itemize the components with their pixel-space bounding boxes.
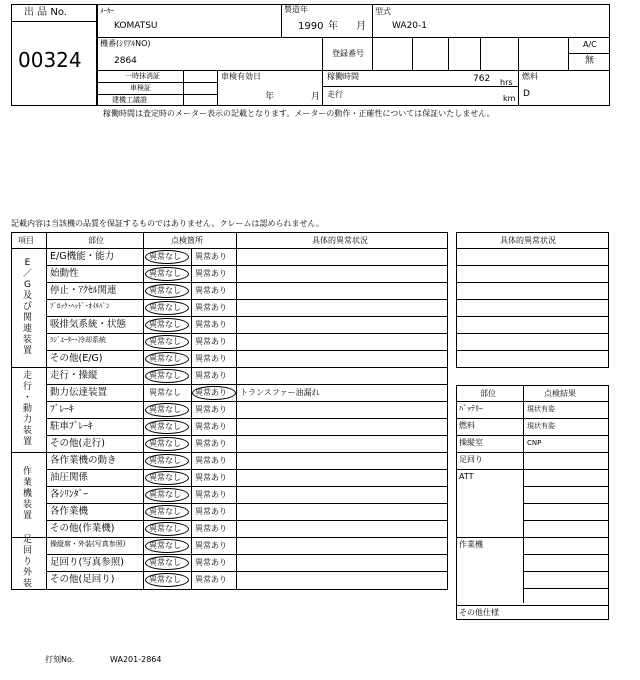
result-value: 現状有姿 (527, 405, 555, 413)
part-label: E/G機能・能力 (50, 251, 115, 262)
option-normal[interactable]: 異常なし (149, 371, 181, 380)
selection-circle (145, 539, 189, 553)
stamp-value: WA201-2864 (110, 655, 162, 664)
option-abnormal[interactable]: 異常あり (195, 439, 227, 448)
option-abnormal[interactable]: 異常あり (195, 541, 227, 550)
hours-label: 稼働時間 (327, 72, 359, 81)
result-value: 現状有姿 (527, 422, 555, 430)
group-label: 足 回 り 外 装 (22, 535, 32, 589)
cert-row-1: 一時抹消証 (125, 72, 160, 80)
result-part: 作業機 (459, 540, 483, 549)
maker-value: KOMATSU (114, 21, 158, 31)
option-abnormal[interactable]: 異常あり (195, 354, 227, 363)
part-label: その他(足回り) (50, 574, 115, 585)
option-abnormal[interactable]: 異常あり (195, 371, 227, 380)
option-normal[interactable]: 異常なし (149, 575, 181, 584)
option-abnormal[interactable]: 異常あり (195, 303, 227, 312)
part-label: 始動性 (50, 268, 79, 279)
selection-circle (145, 335, 189, 349)
selection-circle (145, 250, 189, 264)
result-part: 足回り (459, 455, 483, 464)
selection-circle (145, 471, 189, 485)
year-unit: 年 (328, 21, 338, 32)
hours-unit: hrs (500, 78, 513, 87)
selection-circle (145, 420, 189, 434)
selection-circle (145, 505, 189, 519)
lot-label: 出 品 No. (24, 7, 67, 18)
result-value: CNP (527, 439, 542, 447)
option-normal[interactable]: 異常なし (149, 388, 181, 397)
result-part: ﾊﾞｯﾃﾘｰ (459, 404, 483, 413)
right-detail-header: 具体的異常状況 (500, 236, 556, 245)
maker-label: ﾒｰｶｰ (100, 7, 114, 15)
part-label: 駐車ﾌﾞﾚｰｷ (50, 421, 93, 432)
selection-circle (145, 301, 189, 315)
selection-circle (192, 386, 236, 400)
option-normal[interactable]: 異常なし (149, 456, 181, 465)
selection-circle (145, 403, 189, 417)
option-normal[interactable]: 異常なし (149, 541, 181, 550)
part-label: その他(作業機) (50, 523, 115, 534)
col-header-part: 部位 (88, 236, 104, 245)
part-label: 油圧関係 (50, 472, 89, 483)
disclaimer: 記載内容は当該機の品質を保証するものではありません。クレームは認められません。 (11, 219, 324, 228)
option-abnormal[interactable]: 異常あり (195, 405, 227, 414)
serial-label: 機番(ｼﾘｱﾙNO) (100, 39, 151, 48)
inspect-month-unit: 月 (311, 92, 321, 102)
selection-circle (145, 522, 189, 536)
part-label: ﾗｼﾞｴｰﾀｰ･冷却系統 (50, 336, 106, 344)
lot-number: 00324 (18, 48, 82, 72)
selection-circle (145, 369, 189, 383)
group-label: 作 業 機 装 置 (22, 467, 32, 521)
reg-label: 登録番号 (332, 49, 364, 58)
part-label: 各作業機の動き (50, 455, 117, 466)
part-label: 各作業機 (50, 506, 89, 517)
option-abnormal[interactable]: 異常あり (195, 337, 227, 346)
option-normal[interactable]: 異常なし (149, 558, 181, 567)
option-normal[interactable]: 異常なし (149, 252, 181, 261)
group-label: 走 行 ・ 動 力 装 置 (22, 371, 32, 447)
part-label: 停止・ｱｸｾﾙ関連 (50, 285, 117, 296)
part-label: 足回り(写真参照) (50, 557, 124, 568)
option-abnormal[interactable]: 異常あり (195, 286, 227, 295)
option-normal[interactable]: 異常なし (149, 422, 181, 431)
option-abnormal[interactable]: 異常あり (195, 507, 227, 516)
option-normal[interactable]: 異常なし (149, 354, 181, 363)
ac-label: A/C (583, 40, 597, 49)
col-header-item: 項目 (18, 236, 34, 245)
month-unit: 月 (356, 21, 366, 32)
selection-circle (145, 573, 189, 587)
cert-row-2: 車検証 (130, 84, 151, 92)
cert-row-3: 建機工議證 (112, 96, 147, 104)
inspect-year-unit: 年 (265, 92, 275, 102)
group-label: E ／ G 及 び 関 連 装 置 (22, 258, 32, 356)
result-part: 操縦室 (459, 438, 483, 447)
right-detail-frame (456, 232, 609, 368)
option-abnormal[interactable]: 異常あり (195, 269, 227, 278)
selection-circle (145, 488, 189, 502)
option-normal[interactable]: 異常なし (149, 473, 181, 482)
option-abnormal[interactable]: 異常あり (195, 524, 227, 533)
part-label: その他(走行) (50, 438, 105, 449)
selection-circle (145, 556, 189, 570)
inspect-label: 車検有効日 (221, 72, 261, 81)
col-header-detail: 具体的異常状況 (312, 236, 368, 245)
stamp-label: 打刻No. (45, 655, 75, 664)
option-normal[interactable]: 異常なし (149, 320, 181, 329)
selection-circle (145, 318, 189, 332)
option-abnormal[interactable]: 異常あり (195, 558, 227, 567)
serial-value: 2864 (114, 56, 137, 66)
part-label: 吸排気系統・状態 (50, 319, 127, 330)
option-abnormal[interactable]: 異常あり (195, 388, 227, 397)
fuel-value: D (523, 89, 530, 99)
result-header-result: 点検結果 (544, 389, 576, 398)
fuel-label: 燃料 (522, 72, 538, 81)
option-normal[interactable]: 異常なし (149, 405, 181, 414)
option-normal[interactable]: 異常なし (149, 269, 181, 278)
option-abnormal[interactable]: 異常あり (195, 575, 227, 584)
part-label: 各ｼﾘﾝﾀﾞｰ (50, 489, 89, 500)
hours-value: 762 (473, 74, 491, 84)
ac-value: 無 (585, 56, 595, 66)
option-normal[interactable]: 異常なし (149, 490, 181, 499)
part-label: 操縦席・外装(写真参照) (50, 540, 126, 548)
part-label: ﾌﾞﾛｯｸ･ﾍｯﾄﾞ･ｵｲﾙﾊﾟﾝ (50, 302, 110, 310)
option-normal[interactable]: 異常なし (149, 337, 181, 346)
result-part: その他仕様 (459, 608, 499, 617)
option-normal[interactable]: 異常なし (149, 439, 181, 448)
selection-circle (145, 267, 189, 281)
part-label: 動力伝達装置 (50, 387, 108, 398)
option-abnormal[interactable]: 異常あり (195, 422, 227, 431)
hours-note: 稼働時間は査定時のメーター表示の記載となります。メーターの動作・正確性については保証いたしません。 (103, 109, 495, 118)
part-label: 走行・操縦 (50, 370, 98, 381)
option-normal[interactable]: 異常なし (149, 524, 181, 533)
result-part: 燃料 (459, 421, 475, 430)
option-normal[interactable]: 異常なし (149, 507, 181, 516)
part-label: その他(E/G) (50, 353, 103, 364)
travel-label: 走行 (327, 90, 343, 99)
option-abnormal[interactable]: 異常あり (195, 473, 227, 482)
detail-text: トランスファー油漏れ (240, 388, 320, 397)
selection-circle (145, 284, 189, 298)
selection-circle (145, 437, 189, 451)
col-header-check: 点検箇所 (171, 236, 203, 245)
option-normal[interactable]: 異常なし (149, 286, 181, 295)
result-header-part: 部位 (480, 389, 496, 398)
option-abnormal[interactable]: 異常あり (195, 456, 227, 465)
option-abnormal[interactable]: 異常あり (195, 490, 227, 499)
result-part: ATT (459, 472, 474, 481)
selection-circle (145, 352, 189, 366)
model-label: 型式 (375, 7, 391, 16)
option-abnormal[interactable]: 異常あり (195, 252, 227, 261)
km-unit: km (503, 94, 516, 103)
year-label: 製造年 (284, 5, 308, 14)
part-label: ﾌﾞﾚｰｷ (50, 404, 74, 415)
selection-circle (145, 454, 189, 468)
option-normal[interactable]: 異常なし (149, 303, 181, 312)
option-abnormal[interactable]: 異常あり (195, 320, 227, 329)
model-value: WA20-1 (392, 21, 427, 31)
year-value: 1990 (298, 21, 324, 32)
